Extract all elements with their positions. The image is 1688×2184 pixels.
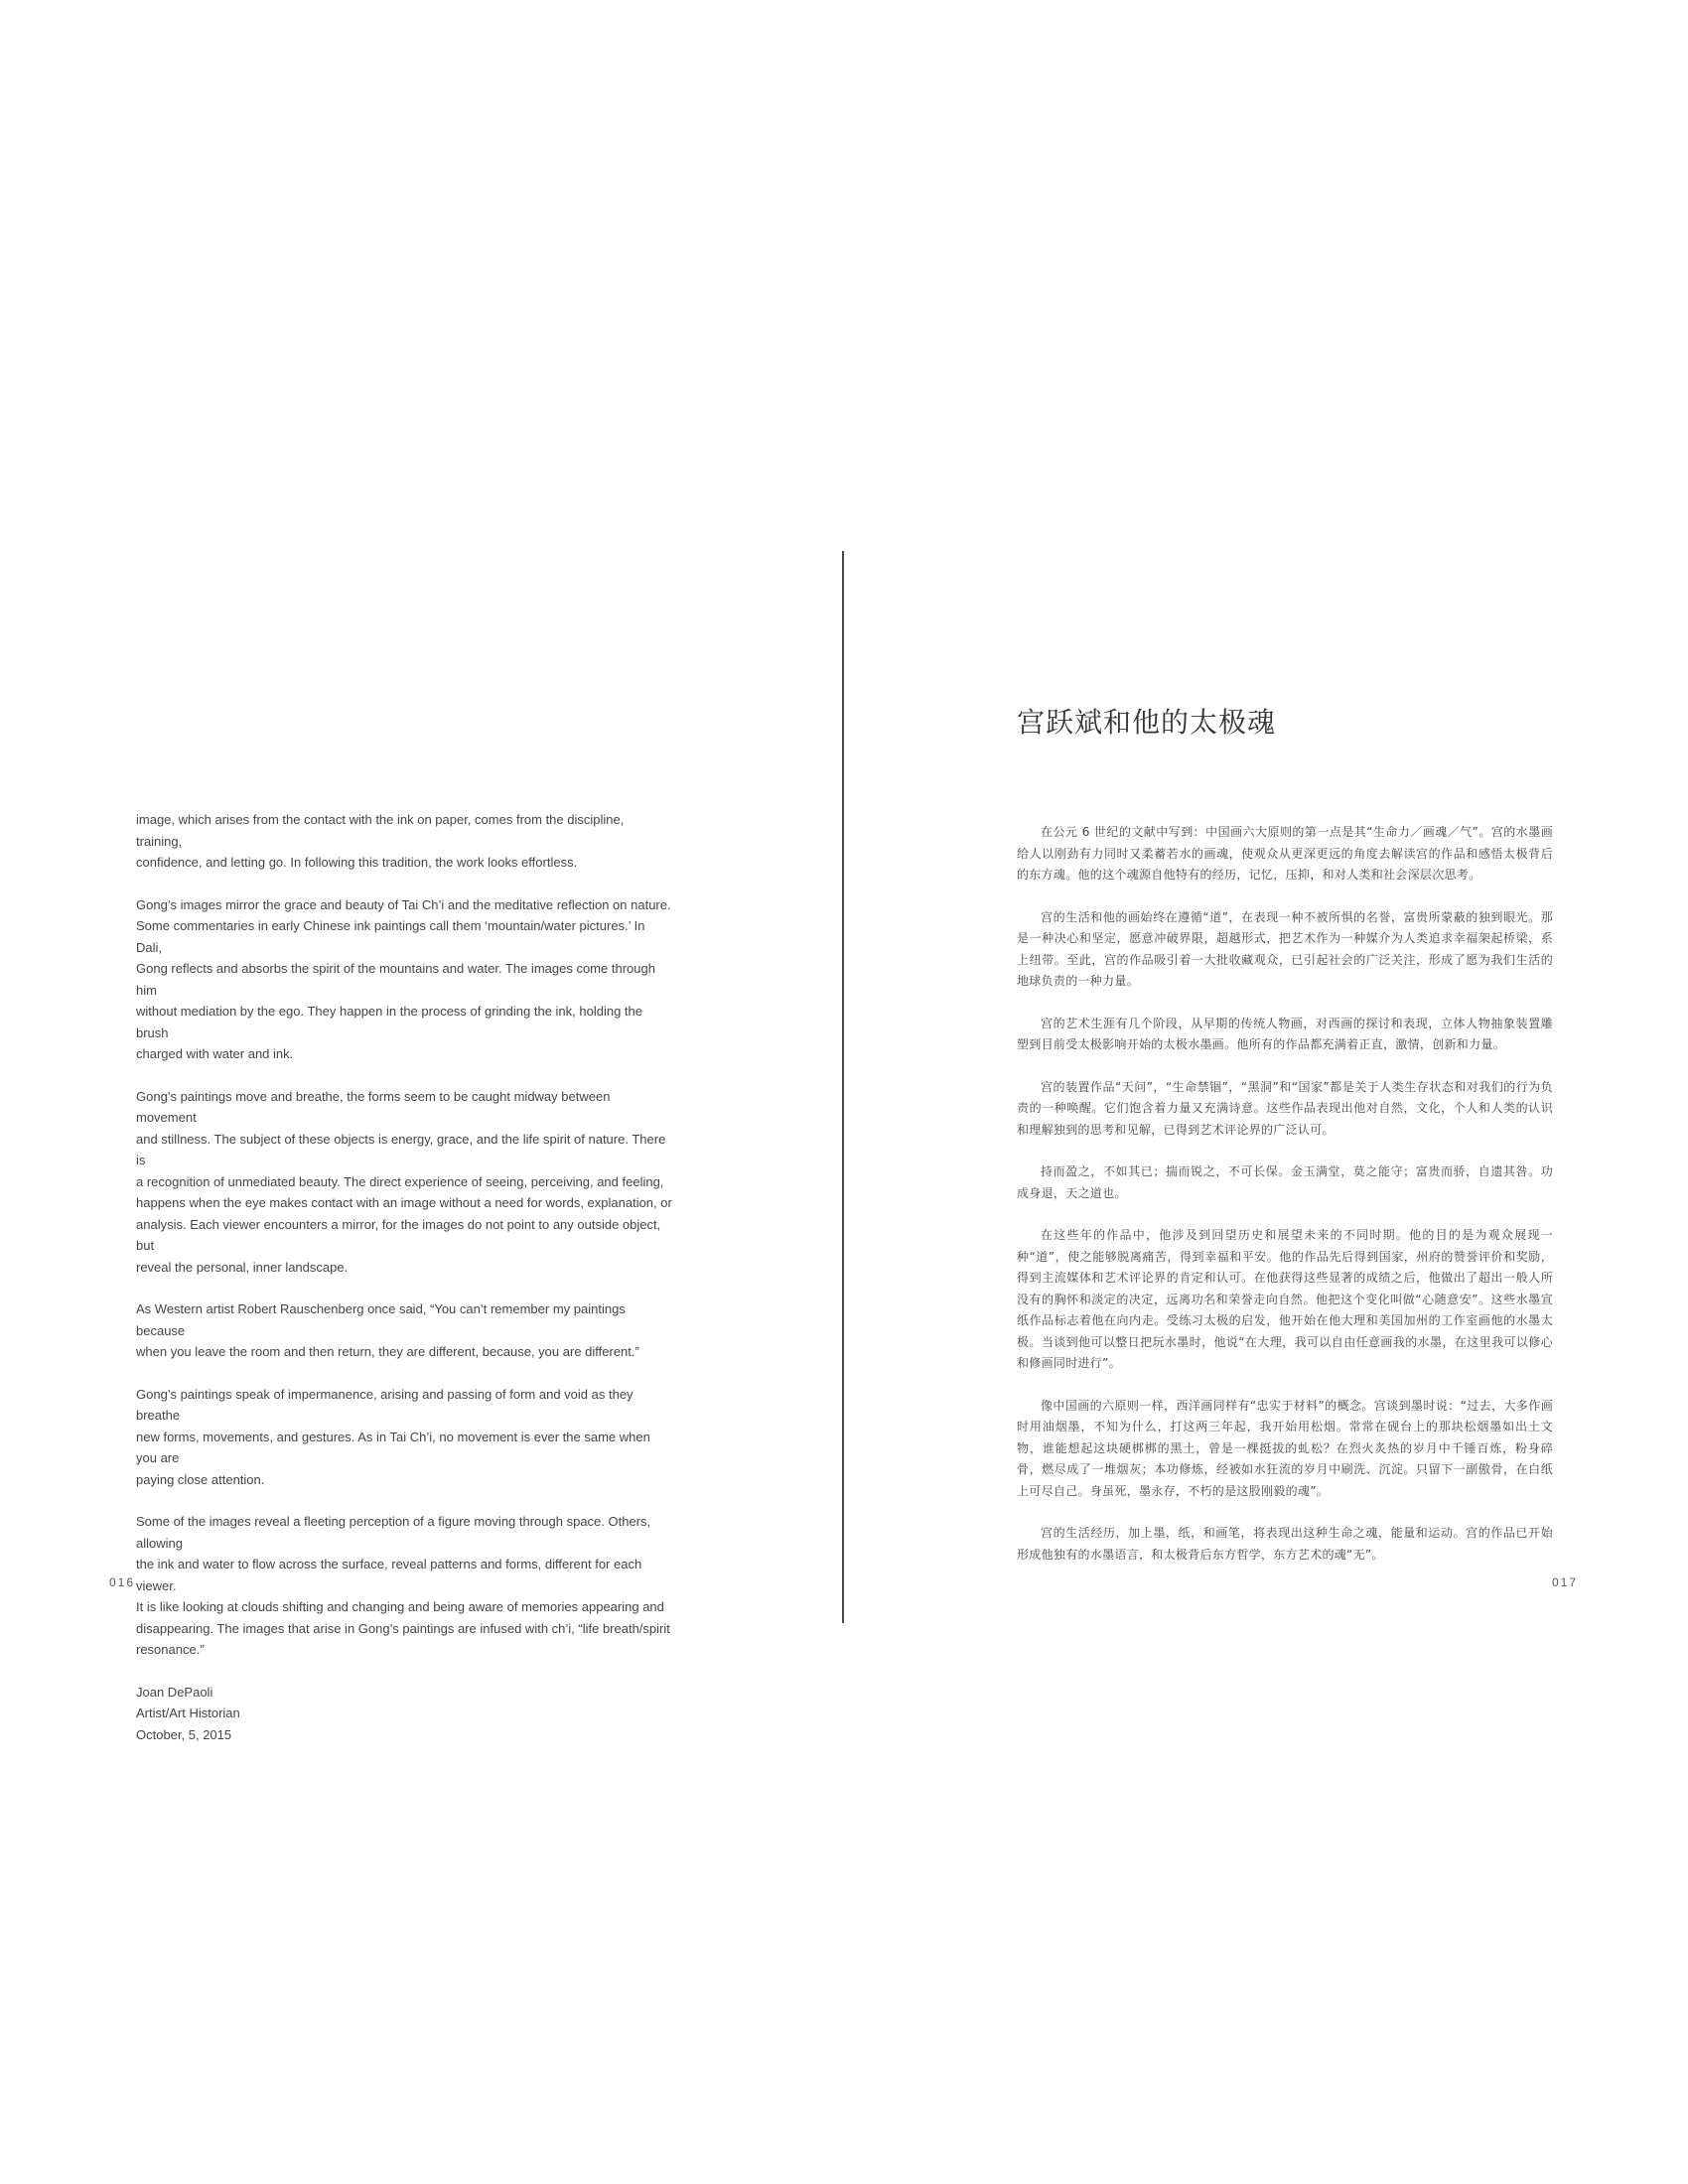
chinese-paragraph: 在公元 6 世纪的文献中写到：中国画六大原则的第一点是其“生命力／画魂／气”。宫的水墨画给人以刚劲有力同时又柔蓄若水的画魂，使观众从更深更远的角度去解读宫的作品和感悟太极背后的东方魂。他的这个魂源自他特有的经历，记忆，压抑，和对人类和社会深层次思考。 [1017, 825, 1553, 882]
right-page-essay [1017, 705, 1553, 1586]
essay-paragraph: Some of the images reveal a fleeting perception of a figure moving through space. Others, allowing the ink and water to flow across the surface, reveal patterns and forms, different for each viewer. It is like looking at clouds shifting and changing and being aware of memories appearing and disappearing. The images that arise in Gong’s paintings are infused with ch’i, “life breath/spirit resonance.” [136, 1514, 670, 1657]
chinese-paragraph: 宫的生活和他的画始终在遵循“道”，在表现一种不被所惧的名誉，富贵所蒙蔽的独到眼光。那是一种决心和坚定，愿意冲破界限，超越形式，把艺术作为一种媒介为人类追求幸福架起桥梁，系上纽带。至此，宫的作品吸引着一大批收藏观众，已引起社会的广泛关注，形成了愿为我们生活的地球负责的一种力量。 [1017, 909, 1553, 988]
left-page-essay [136, 809, 672, 1745]
author-role: Artist/Art Historian [136, 1706, 240, 1720]
essay-paragraph: Gong’s paintings speak of impermanence, arising and passing of form and void as they breathe new forms, movements, and gestures. As in Tai Ch’i, no movement is ever the same when you are paying close attention. [136, 1386, 650, 1487]
page-number-right: 017 [1552, 1575, 1579, 1589]
essay-paragraph: As Western artist Robert Rauschenberg once said, “You can’t remember my paintings because when you leave the room and then return, they are different, because, you are different.” [136, 1301, 639, 1359]
essay-paragraph: image, which arises from the contact with the ink on paper, comes from the discipline, training, confidence, and letting go. In following this tradition, the work looks effortless. [136, 812, 625, 870]
page-number-left: 016 [109, 1575, 136, 1589]
author-signature-block [136, 1682, 672, 1746]
chinese-paragraph: 持而盈之，不如其已；揣而锐之，不可长保。金玉满堂，莫之能守；富贵而骄，自遗其咎。功成身退，天之道也。 [1017, 1164, 1553, 1200]
essay-paragraph: Gong’s images mirror the grace and beauty of Tai Ch’i and the meditative reflection on nature. Some commentaries in early Chinese ink paintings call them ‘mountain/water pictures.’ In Dali, Gong reflects and absorbs the spirit of the mountains and water. The images come through him without mediation by the ego. They happen in the process of grinding the ink, holding the brush charged with water and ink. [136, 896, 671, 1061]
essay-paragraph: Gong’s paintings move and breathe, the forms seem to be caught midway between movement and stillness. The subject of these objects is energy, grace, and the life spirit of nature. There is a recognition of unmediated beauty. The direct experience of seeing, perceiving, and feeling, happens when the eye makes contact with an image without a need for words, explanation, or analysis. Each viewer encounters a mirror, for the images do not point to any outside object, but reveal the personal, inner landscape. [136, 1088, 672, 1275]
author-name: Joan DePaoli [136, 1684, 213, 1700]
chinese-paragraph: 像中国画的六原则一样，西洋画同样有“忠实于材料”的概念。宫谈到墨时说：“过去，大多作画时用油烟墨，不知为什么，打这两三年起，我开始用松烟。常常在砚台上的那块松烟墨如出土文物，谁能想起这块硬梆梆的黑土，曾是一棵挺拔的虬松？在烈火炙热的岁月中千锤百炼，粉身碎骨，燃尽成了一堆烟灰；本功修炼，经被如水狂流的岁月中刷洗、沉淀。只留下一副傲骨，在白纸上可尽自己。身虽死，墨永存，不朽的是这股刚毅的魂”。 [1017, 1398, 1553, 1498]
page-gutter-divider [842, 551, 844, 1623]
chinese-paragraph: 宫的艺术生涯有几个阶段，从早期的传统人物画，对西画的探讨和表现，立体人物抽象装置雕塑到目前受太极影响开始的太极水墨画。他所有的作品都充满着正直，激情，创新和力量。 [1017, 1016, 1553, 1051]
chinese-paragraph: 宫的装置作品“天问”，“生命禁锢”，“黑洞”和“国家”都是关于人类生存状态和对我们的行为负责的一种唤醒。它们饱含着力量又充满诗意。这些作品表现出他对自然，文化，个人和人类的认识和理解独到的思考和见解，已得到艺术评论界的广泛认可。 [1017, 1079, 1553, 1137]
chinese-paragraph: 宫的生活经历，加上墨，纸，和画笔，将表现出这种生命之魂，能量和运动。宫的作品已开始形成他独有的水墨语言，和太极背后东方哲学，东方艺术的魂“无”。 [1017, 1526, 1553, 1562]
essay-date: October, 5, 2015 [136, 1726, 232, 1742]
chinese-paragraph: 在这些年的作品中，他涉及到回望历史和展望未来的不同时期。他的目的是为观众展现一种“道”，使之能够脱离痛苦，得到幸福和平安。他的作品先后得到国家，州府的赞誉评价和奖励，得到主流媒体和艺术评论界的肯定和认可。在他获得这些显著的成绩之后，他做出了超出一般人所没有的胸怀和淡定的决定，远离功名和荣誉走向自然。他把这个变化叫做“心随意安”。这些水墨宣纸作品标志着他在向内走。受练习太极的启发，他开始在他大理和美国加州的工作室画他的水墨太极。当谈到他可以整日把玩水墨时，他说“在大理，我可以自由任意画我的水墨，在这里我可以修心和修画同时进行”。 [1017, 1228, 1553, 1370]
chinese-essay-title: 宫跃斌和他的太极魂 [1017, 706, 1277, 739]
